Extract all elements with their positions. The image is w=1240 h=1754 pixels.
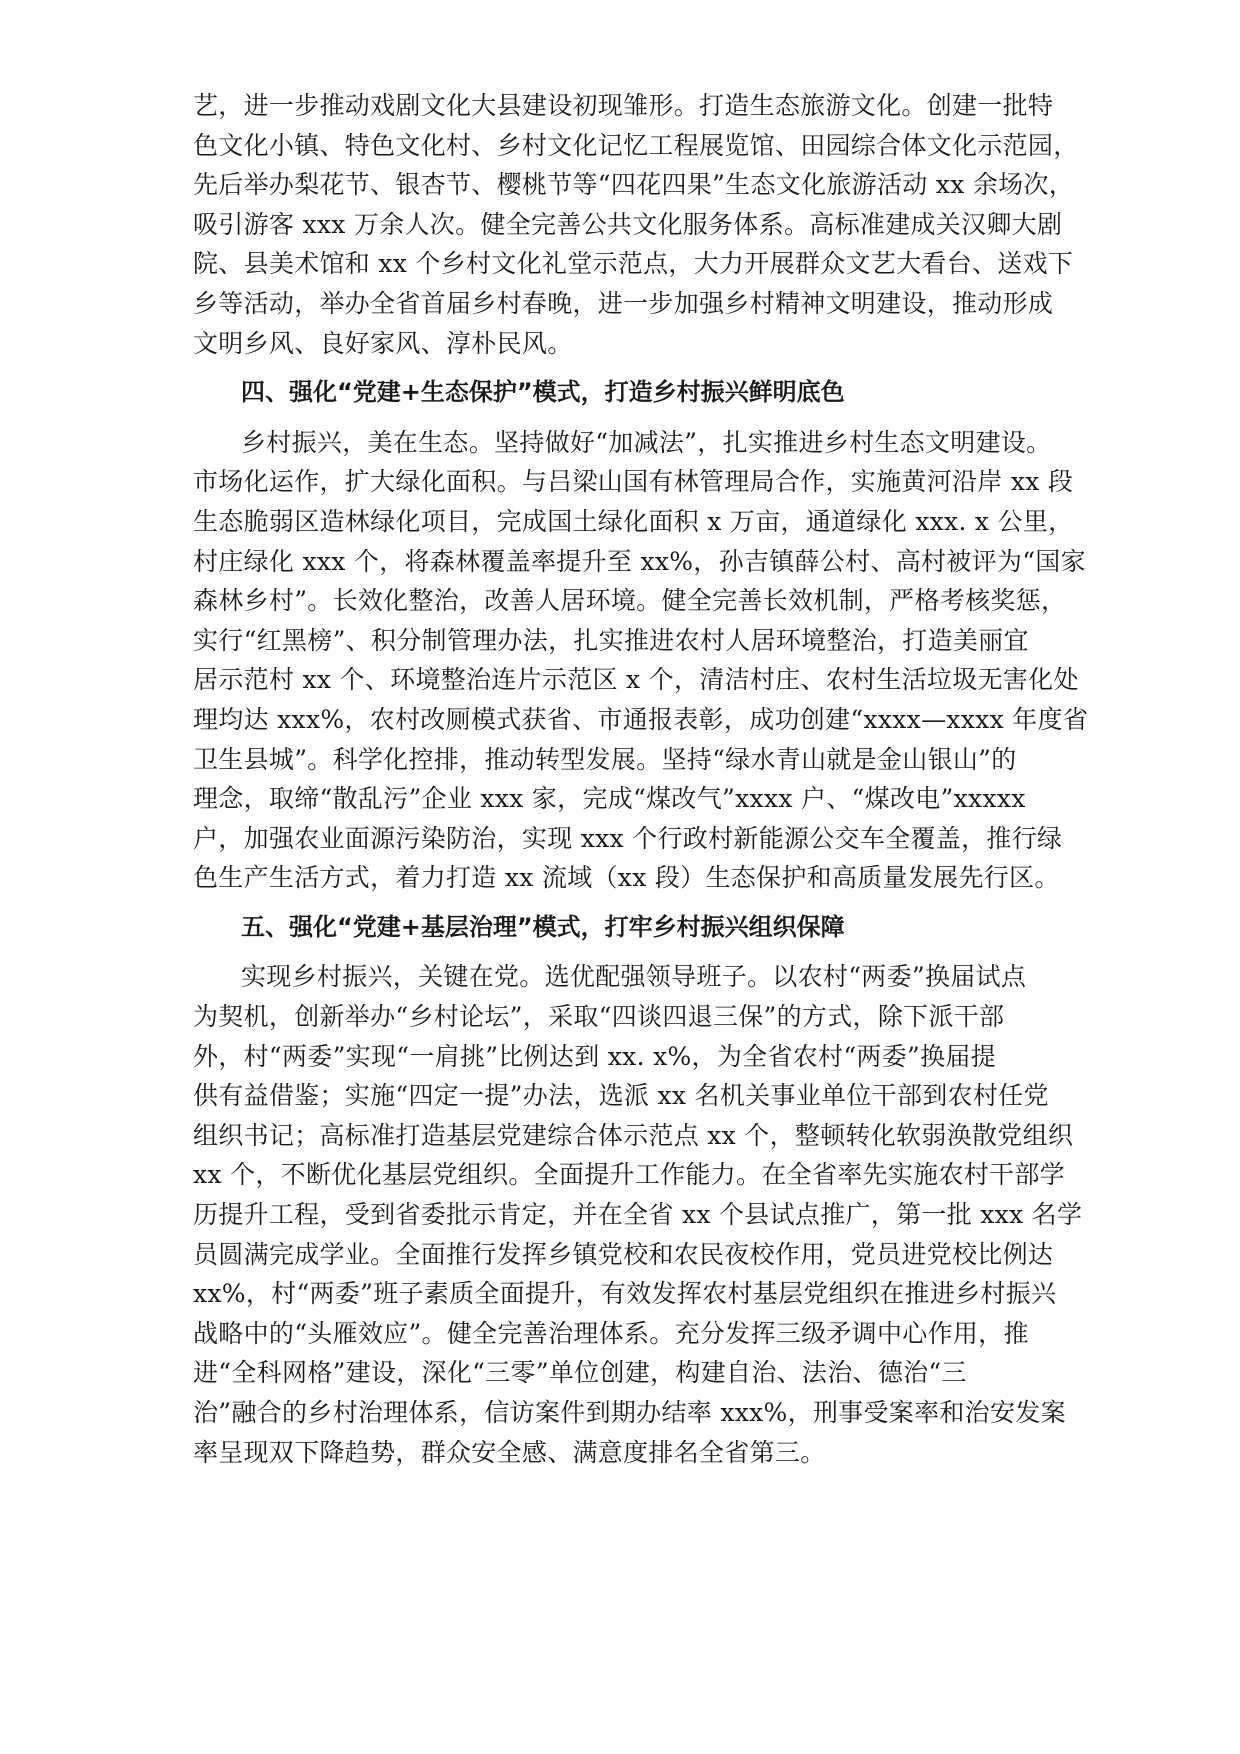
text-line: 历提升工程，受到省委批示肯定，并在全省 xx 个县试点推广，第一批 xxx 名学 bbox=[193, 1200, 1083, 1230]
text-line: 色生产生活方式，着力打造 xx 流域（xx 段）生态保护和高质量发展先行区。 bbox=[193, 863, 1060, 893]
text-line: 文明乡风、良好家风、淳朴民风。 bbox=[193, 328, 573, 358]
text-line: 率呈现双下降趋势，群众安全感、满意度排名全省第三。 bbox=[193, 1437, 826, 1467]
text-line: 吸引游客 xxx 万余人次。健全完善公共文化服务体系。高标准建成关汉卿大剧 bbox=[193, 209, 1063, 239]
text-line: xx%，村“两委”班子素质全面提升，有效发挥农村基层党组织在推进乡村振兴 bbox=[193, 1279, 1057, 1309]
section-heading-4: 四、强化“党建+生态保护”模式，打造乡村振兴鲜明底色 bbox=[241, 378, 845, 407]
text-line: 森林乡村”。长效化整治，改善人居环境。健全完善长效机制，严格考核奖惩， bbox=[193, 586, 1067, 616]
text-line: 村庄绿化 xxx 个，将森林覆盖率提升至 xx%，孙吉镇薛公村、高村被评为“国家 bbox=[193, 546, 1086, 576]
text-line: 院、县美术馆和 xx 个乡村文化礼堂示范点，大力开展群众文艺大看台、送戏下 bbox=[193, 249, 1074, 279]
text-line: 色文化小镇、特色文化村、乡村文化记忆工程展览馆、田园综合体文化示范园， bbox=[193, 130, 1079, 160]
section-heading-5: 五、强化“党建+基层治理”模式，打牢乡村振兴组织保障 bbox=[241, 912, 845, 941]
text-line: xx 个，不断优化基层党组织。全面提升工作能力。在全省率先实施农村干部学 bbox=[193, 1160, 1065, 1190]
text-line: 战略中的“头雁效应”。健全完善治理体系。充分发挥三级矛调中心作用，推 bbox=[193, 1318, 1029, 1348]
text-line: 治”融合的乡村治理体系，信访案件到期办结率 xxx%，刑事受案率和治安发案 bbox=[193, 1398, 1066, 1427]
text-line: 户，加强农业面源污染防治，实现 xxx 个行政村新能源公交车全覆盖，推行绿 bbox=[193, 823, 1063, 853]
text-line: 居示范村 xx 个、环境整治连片示范区 x 个，清洁村庄、农村生活垃圾无害化处 bbox=[193, 665, 1079, 695]
paragraph-culture-continued bbox=[193, 86, 1079, 363]
text-line: 理念，取缔“散乱污”企业 xxx 家，完成“煤改气”xxxx 户、“煤改电”xxxxx bbox=[193, 784, 1026, 814]
text-line: 进“全科网格”建设，深化“三零”单位创建，构建自治、法治、德治“三 bbox=[193, 1358, 967, 1388]
text-line: 卫生县城”。科学化控排，推动转型发展。坚持“绿水青山就是金山银山”的 bbox=[193, 744, 1017, 774]
text-line: 组织书记；高标准打造基层党建综合体示范点 xx 个，整顿转化软弱涣散党组织 bbox=[193, 1120, 1074, 1150]
text-line: 为契机，创新举办“乡村论坛”，采取“四谈四退三保”的方式，除下派干部 bbox=[193, 1002, 1005, 1032]
text-line: 实现乡村振兴，关键在党。选优配强领导班子。以农村“两委”换届试点 bbox=[241, 962, 1027, 992]
paragraph-ecology bbox=[193, 423, 1089, 898]
text-line: 员圆满完成学业。全面推行发挥乡镇党校和农民夜校作用，党员进党校比例达 bbox=[193, 1239, 1054, 1269]
text-line: 生态脆弱区造林绿化项目，完成国土绿化面积 x 万亩，通道绿化 xxx. x 公里， bbox=[193, 506, 1074, 536]
text-line: 实行“红黑榜”、积分制管理办法，扎实推进农村人居环境整治，打造美丽宜 bbox=[193, 625, 1029, 655]
text-line: 乡等活动，举办全省首届乡村春晚，进一步加强乡村精神文明建设，推动形成 bbox=[193, 288, 1054, 318]
text-line: 先后举办梨花节、银杏节、樱桃节等“四花四果”生态文化旅游活动 xx 余场次， bbox=[193, 170, 1075, 200]
document-body bbox=[193, 86, 1089, 1472]
text-line: 供有益借鉴；实施“四定一提”办法，选派 xx 名机关事业单位干部到农村任党 bbox=[193, 1081, 1049, 1111]
text-line: 市场化运作，扩大绿化面积。与吕梁山国有林管理局合作，实施黄河沿岸 xx 段 bbox=[193, 467, 1074, 497]
text-line: 外，村“两委”实现“一肩挑”比例达到 xx. x%，为全省农村“两委”换届提 bbox=[193, 1041, 996, 1071]
text-line: 理均达 xxx%，农村改厕模式获省、市通报表彰，成功创建“xxxx—xxxx 年度省 bbox=[193, 704, 1089, 734]
paragraph-governance bbox=[193, 957, 1083, 1472]
text-line: 乡村振兴，美在生态。坚持做好“加减法”，扎实推进乡村生态文明建设。 bbox=[241, 427, 1052, 457]
text-line: 艺，进一步推动戏剧文化大县建设初现雏形。打造生态旅游文化。创建一批特 bbox=[193, 91, 1054, 120]
